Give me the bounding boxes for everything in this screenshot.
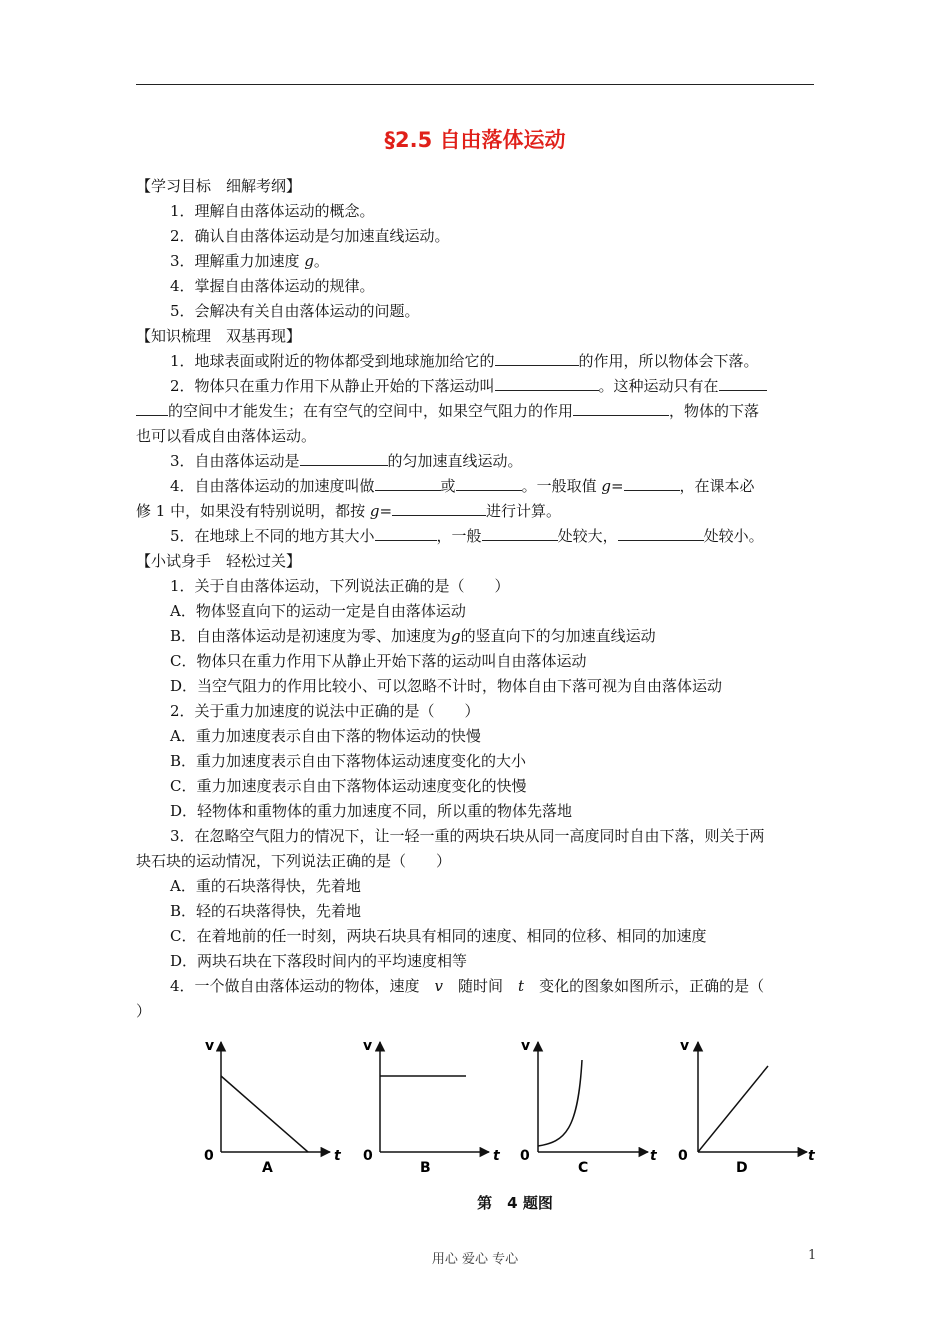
t-axis-label: t [808, 1148, 815, 1164]
origin-label: 0 [363, 1148, 373, 1164]
page-number: 1 [808, 1248, 817, 1263]
blank[interactable] [482, 526, 558, 541]
goal-item-1: 1．理解自由落体运动的概念。 [170, 202, 375, 220]
t-axis-label: t [650, 1148, 657, 1164]
t-axis-label: t [493, 1148, 500, 1164]
knowledge-q1: 1．地球表面或附近的物体都受到地球施加给它的 的作用，所以物体会下落。 [170, 352, 759, 370]
goal-item-5: 5．会解决有关自由落体运动的问题。 [170, 302, 420, 320]
practice-q2-option-d[interactable]: D．轻物体和重物体的重力加速度不同，所以重的物体先落地 [170, 802, 573, 820]
practice-q1-option-a[interactable]: A．物体竖直向下的运动一定是自由落体运动 [170, 602, 466, 620]
graph-label-a: A [262, 1160, 273, 1176]
section-header-goals: 【学习目标 细解考纲】 [136, 177, 302, 195]
graph-b[interactable] [363, 1038, 501, 1176]
graph-d[interactable] [678, 1038, 816, 1176]
practice-q3-option-d[interactable]: D．两块石块在下落段时间内的平均速度相等 [170, 952, 468, 970]
blank[interactable] [719, 376, 767, 391]
graph-label-d: D [736, 1160, 748, 1176]
practice-q2-option-c[interactable]: C．重力加速度表示自由下落物体运动速度变化的快慢 [170, 777, 527, 795]
blank[interactable] [375, 526, 437, 541]
knowledge-q2-end: 也可以看成自由落体运动。 [136, 427, 317, 445]
figure-caption: 第 4 题图 [477, 1194, 553, 1212]
section-header-practice: 【小试身手 轻松过关】 [136, 552, 302, 570]
knowledge-q3: 3．自由落体运动是 的匀加速直线运动。 [170, 452, 523, 470]
practice-q3-option-c[interactable]: C．在着地前的任一时刻，两块石块具有相同的速度、相同的位移、相同的加速度 [170, 927, 707, 945]
practice-q3-option-a[interactable]: A．重的石块落得快，先着地 [170, 877, 361, 895]
t-axis-label: t [334, 1148, 341, 1164]
graph-label-b: B [420, 1160, 431, 1176]
origin-label: 0 [204, 1148, 214, 1164]
blank[interactable] [456, 476, 522, 491]
graph-a[interactable] [204, 1038, 342, 1176]
origin-label: 0 [520, 1148, 530, 1164]
practice-q1-option-b[interactable]: B．自由落体运动是初速度为零、加速度为g的竖直向下的匀加速直线运动 [170, 627, 656, 645]
graph-label-c: C [578, 1160, 589, 1176]
vt-line-decreasing [221, 1076, 308, 1152]
knowledge-q4: 4．自由落体运动的加速度叫做 或 。一般取值 g= ，在课本必 [170, 477, 755, 495]
practice-q1: 1．关于自由落体运动，下列说法正确的是（ ） [170, 577, 510, 595]
graph-c[interactable] [520, 1038, 658, 1176]
v-axis-label: v [521, 1038, 531, 1054]
knowledge-q2: 2．物体只在重力作用下从静止开始的下落运动叫 。这种运动只有在 [136, 374, 814, 399]
practice-q1-option-c[interactable]: C．物体只在重力作用下从静止开始下落的运动叫自由落体运动 [170, 652, 587, 670]
blank[interactable] [392, 501, 486, 516]
blank[interactable] [300, 451, 388, 466]
v-axis-label: v [680, 1038, 690, 1054]
vt-graphs-figure [180, 1030, 830, 1190]
knowledge-q2-cont: 的空间中才能发生；在有空气的空间中，如果空气阻力的作用 ，物体的下落 [136, 399, 814, 424]
practice-q3-cont: 块石块的运动情况，下列说法正确的是（ ） [136, 852, 452, 870]
goal-item-4: 4．掌握自由落体运动的规律。 [170, 277, 375, 295]
knowledge-q5: 5．在地球上不同的地方其大小 ，一般 处较大， 处较小。 [170, 527, 764, 545]
practice-q3: 3．在忽略空气阻力的情况下，让一轻一重的两块石块从同一高度同时自由下落，则关于两 [170, 827, 765, 845]
practice-q3-option-b[interactable]: B．轻的石块落得快，先着地 [170, 902, 362, 920]
practice-q4-cont: ） [136, 1002, 152, 1020]
blank[interactable] [624, 476, 680, 491]
goal-item-3: 3．理解重力加速度 g。 [170, 252, 329, 270]
blank[interactable] [495, 351, 579, 366]
vt-line-increasing [698, 1066, 768, 1152]
blank[interactable] [618, 526, 704, 541]
section-header-knowledge: 【知识梳理 双基再现】 [136, 327, 302, 345]
practice-q2-option-b[interactable]: B．重力加速度表示自由下落物体运动速度变化的大小 [170, 752, 527, 770]
blank[interactable] [573, 401, 669, 416]
page-footer: 用心 爱心 专心 [431, 1252, 519, 1267]
blank[interactable] [375, 476, 441, 491]
page-title: §2.5 自由落体运动 [384, 128, 566, 152]
v-axis-label: v [363, 1038, 373, 1054]
blank[interactable] [495, 376, 599, 391]
origin-label: 0 [678, 1148, 688, 1164]
header-rule [136, 84, 814, 85]
v-axis-label: v [205, 1038, 215, 1054]
practice-q4: 4．一个做自由落体运动的物体，速度 v 随时间 t 变化的图象如图所示，正确的是（ [170, 977, 765, 995]
goal-item-2: 2．确认自由落体运动是匀加速直线运动。 [170, 227, 450, 245]
practice-q2-option-a[interactable]: A．重力加速度表示自由下落的物体运动的快慢 [170, 727, 481, 745]
blank[interactable] [136, 401, 168, 416]
vt-curve [538, 1060, 582, 1146]
practice-q2: 2．关于重力加速度的说法中正确的是（ ） [170, 702, 480, 720]
knowledge-q4-cont: 修 1 中，如果没有特别说明，都按 g= 进行计算。 [136, 502, 562, 520]
practice-q1-option-d[interactable]: D．当空气阻力的作用比较小、可以忽略不计时，物体自由下落可视为自由落体运动 [170, 677, 723, 695]
worksheet-body [136, 174, 814, 1024]
